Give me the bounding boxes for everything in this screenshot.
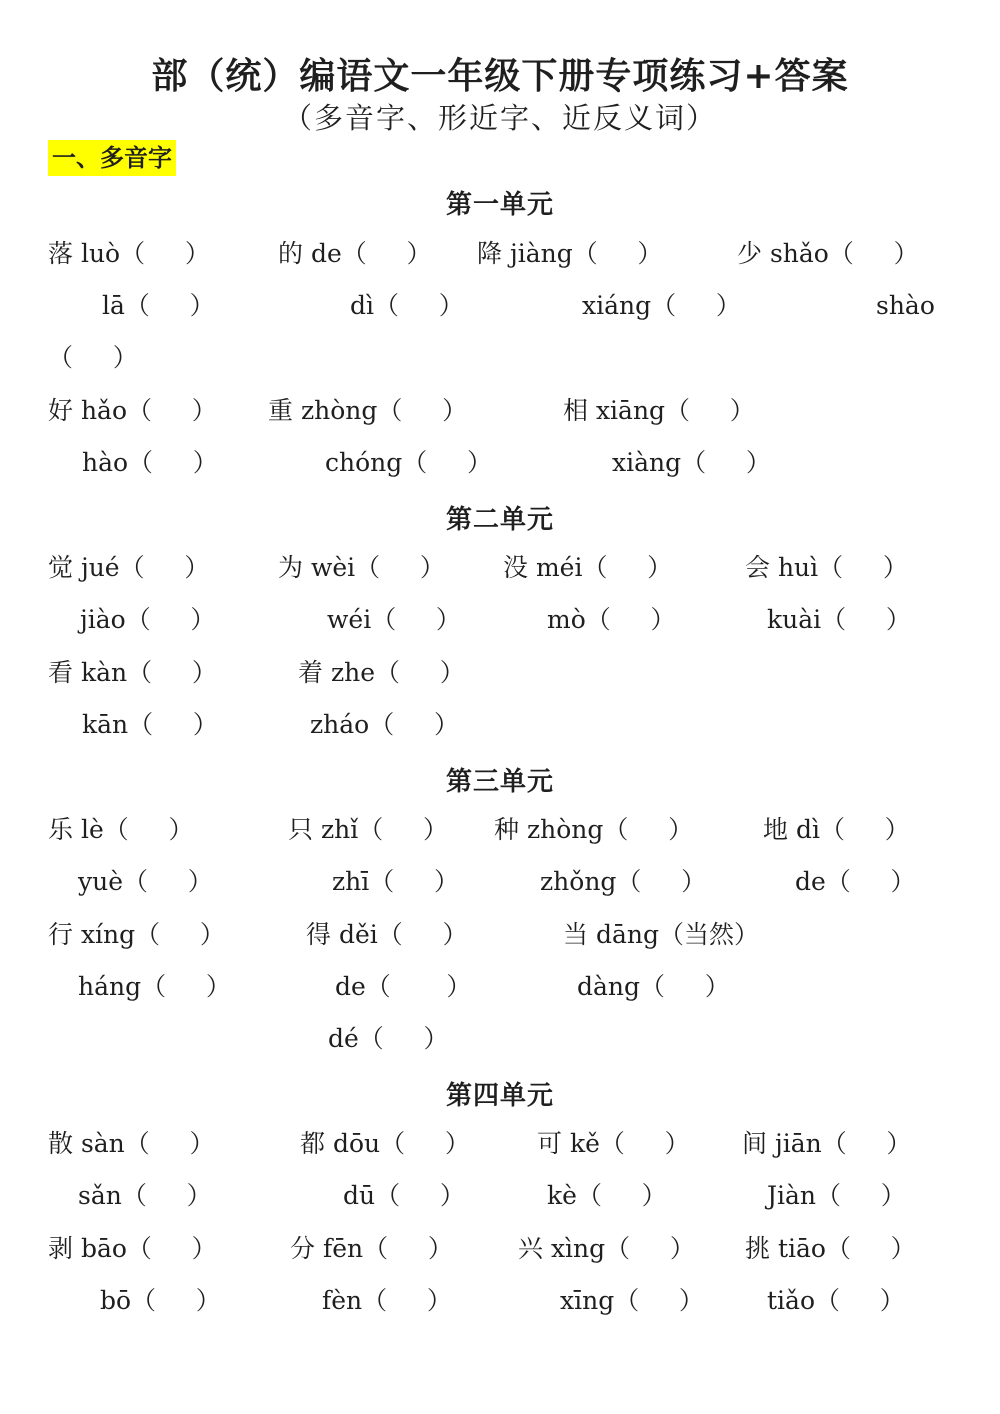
page-subtitle: （多音字、形近字、近反义词） bbox=[282, 101, 717, 135]
unit-title: 第四单元 bbox=[445, 1081, 554, 1111]
polyphone-item: háng（ ） bbox=[78, 972, 231, 1001]
polyphone-item: xiáng（ ） bbox=[582, 291, 741, 320]
polyphone-item: 得 děi（ ） bbox=[306, 920, 468, 949]
polyphone-item: 重 zhòng（ ） bbox=[268, 396, 468, 425]
polyphone-item: 可 kě（ ） bbox=[537, 1129, 690, 1158]
polyphone-item: 只 zhǐ（ ） bbox=[288, 815, 448, 844]
polyphone-item: 觉 jué（ ） bbox=[48, 553, 210, 582]
polyphone-item: zhǒng（ ） bbox=[540, 867, 707, 896]
polyphone-item: xiàng（ ） bbox=[612, 448, 771, 477]
polyphone-item: 降 jiàng（ ） bbox=[477, 239, 663, 268]
polyphone-item: 为 wèi（ ） bbox=[278, 553, 445, 582]
polyphone-item: de（ ） bbox=[335, 972, 472, 1001]
polyphone-item: 相 xiāng（ ） bbox=[563, 396, 755, 425]
polyphone-item: 会 huì（ ） bbox=[745, 553, 908, 582]
polyphone-item: （ ） bbox=[48, 343, 138, 372]
polyphone-item: sǎn（ ） bbox=[78, 1181, 212, 1210]
polyphone-item: 看 kàn（ ） bbox=[48, 658, 217, 687]
polyphone-item: bō（ ） bbox=[100, 1286, 221, 1315]
polyphone-item: shào bbox=[876, 291, 935, 320]
polyphone-item: 种 zhòng（ ） bbox=[494, 815, 694, 844]
polyphone-item: 间 jiān（ ） bbox=[742, 1129, 912, 1158]
polyphone-item: dì（ ） bbox=[350, 291, 464, 320]
polyphone-item: hào（ ） bbox=[82, 448, 218, 477]
polyphone-item: dū（ ） bbox=[343, 1181, 465, 1210]
polyphone-item: dàng（ ） bbox=[577, 972, 730, 1001]
polyphone-item: 兴 xìng（ ） bbox=[518, 1234, 695, 1263]
polyphone-item: 散 sàn（ ） bbox=[48, 1129, 215, 1158]
unit-title: 第三单元 bbox=[445, 767, 554, 797]
polyphone-item: 少 shǎo（ ） bbox=[737, 239, 919, 268]
polyphone-item: 挑 tiāo（ ） bbox=[745, 1234, 916, 1263]
polyphone-item: kuài（ ） bbox=[767, 605, 911, 634]
polyphone-item: tiǎo（ ） bbox=[767, 1286, 905, 1315]
unit-title: 第一单元 bbox=[445, 190, 554, 220]
unit-title: 第二单元 bbox=[445, 505, 554, 535]
polyphone-item: 剥 bāo（ ） bbox=[48, 1234, 217, 1263]
polyphone-item: fèn（ ） bbox=[322, 1286, 452, 1315]
polyphone-item: zháo（ ） bbox=[310, 710, 459, 739]
polyphone-item: 分 fēn（ ） bbox=[290, 1234, 453, 1263]
polyphone-item: 行 xíng（ ） bbox=[48, 920, 225, 949]
page-title: 部（统）编语文一年级下册专项练习+答案 bbox=[151, 55, 849, 97]
polyphone-item: yuè（ ） bbox=[78, 867, 213, 896]
polyphone-item: 当 dāng（当然） bbox=[563, 920, 759, 949]
polyphone-item: kān（ ） bbox=[82, 710, 218, 739]
polyphone-item: 都 dōu（ ） bbox=[300, 1129, 470, 1158]
polyphone-item: lā（ ） bbox=[102, 291, 215, 320]
polyphone-item: Jiàn（ ） bbox=[767, 1181, 906, 1210]
polyphone-item: de（ ） bbox=[795, 867, 916, 896]
polyphone-item: 没 méi（ ） bbox=[503, 553, 673, 582]
polyphone-item: 乐 lè（ ） bbox=[48, 815, 194, 844]
polyphone-item: zhī（ ） bbox=[332, 867, 460, 896]
polyphone-item: chóng（ ） bbox=[325, 448, 492, 477]
polyphone-item: xīng（ ） bbox=[560, 1286, 704, 1315]
polyphone-item: 着 zhe（ ） bbox=[298, 658, 465, 687]
polyphone-item: 落 luò（ ） bbox=[48, 239, 210, 268]
polyphone-item: dé（ ） bbox=[328, 1024, 449, 1053]
polyphone-item: jiào（ ） bbox=[80, 605, 216, 634]
section-heading: 一、多音字 bbox=[48, 140, 176, 176]
polyphone-item: 地 dì（ ） bbox=[763, 815, 910, 844]
polyphone-item: 好 hǎo（ ） bbox=[48, 396, 217, 425]
polyphone-item: wéi（ ） bbox=[327, 605, 461, 634]
polyphone-item: kè（ ） bbox=[547, 1181, 667, 1210]
polyphone-item: mò（ ） bbox=[547, 605, 676, 634]
polyphone-item: 的 de（ ） bbox=[278, 239, 432, 268]
